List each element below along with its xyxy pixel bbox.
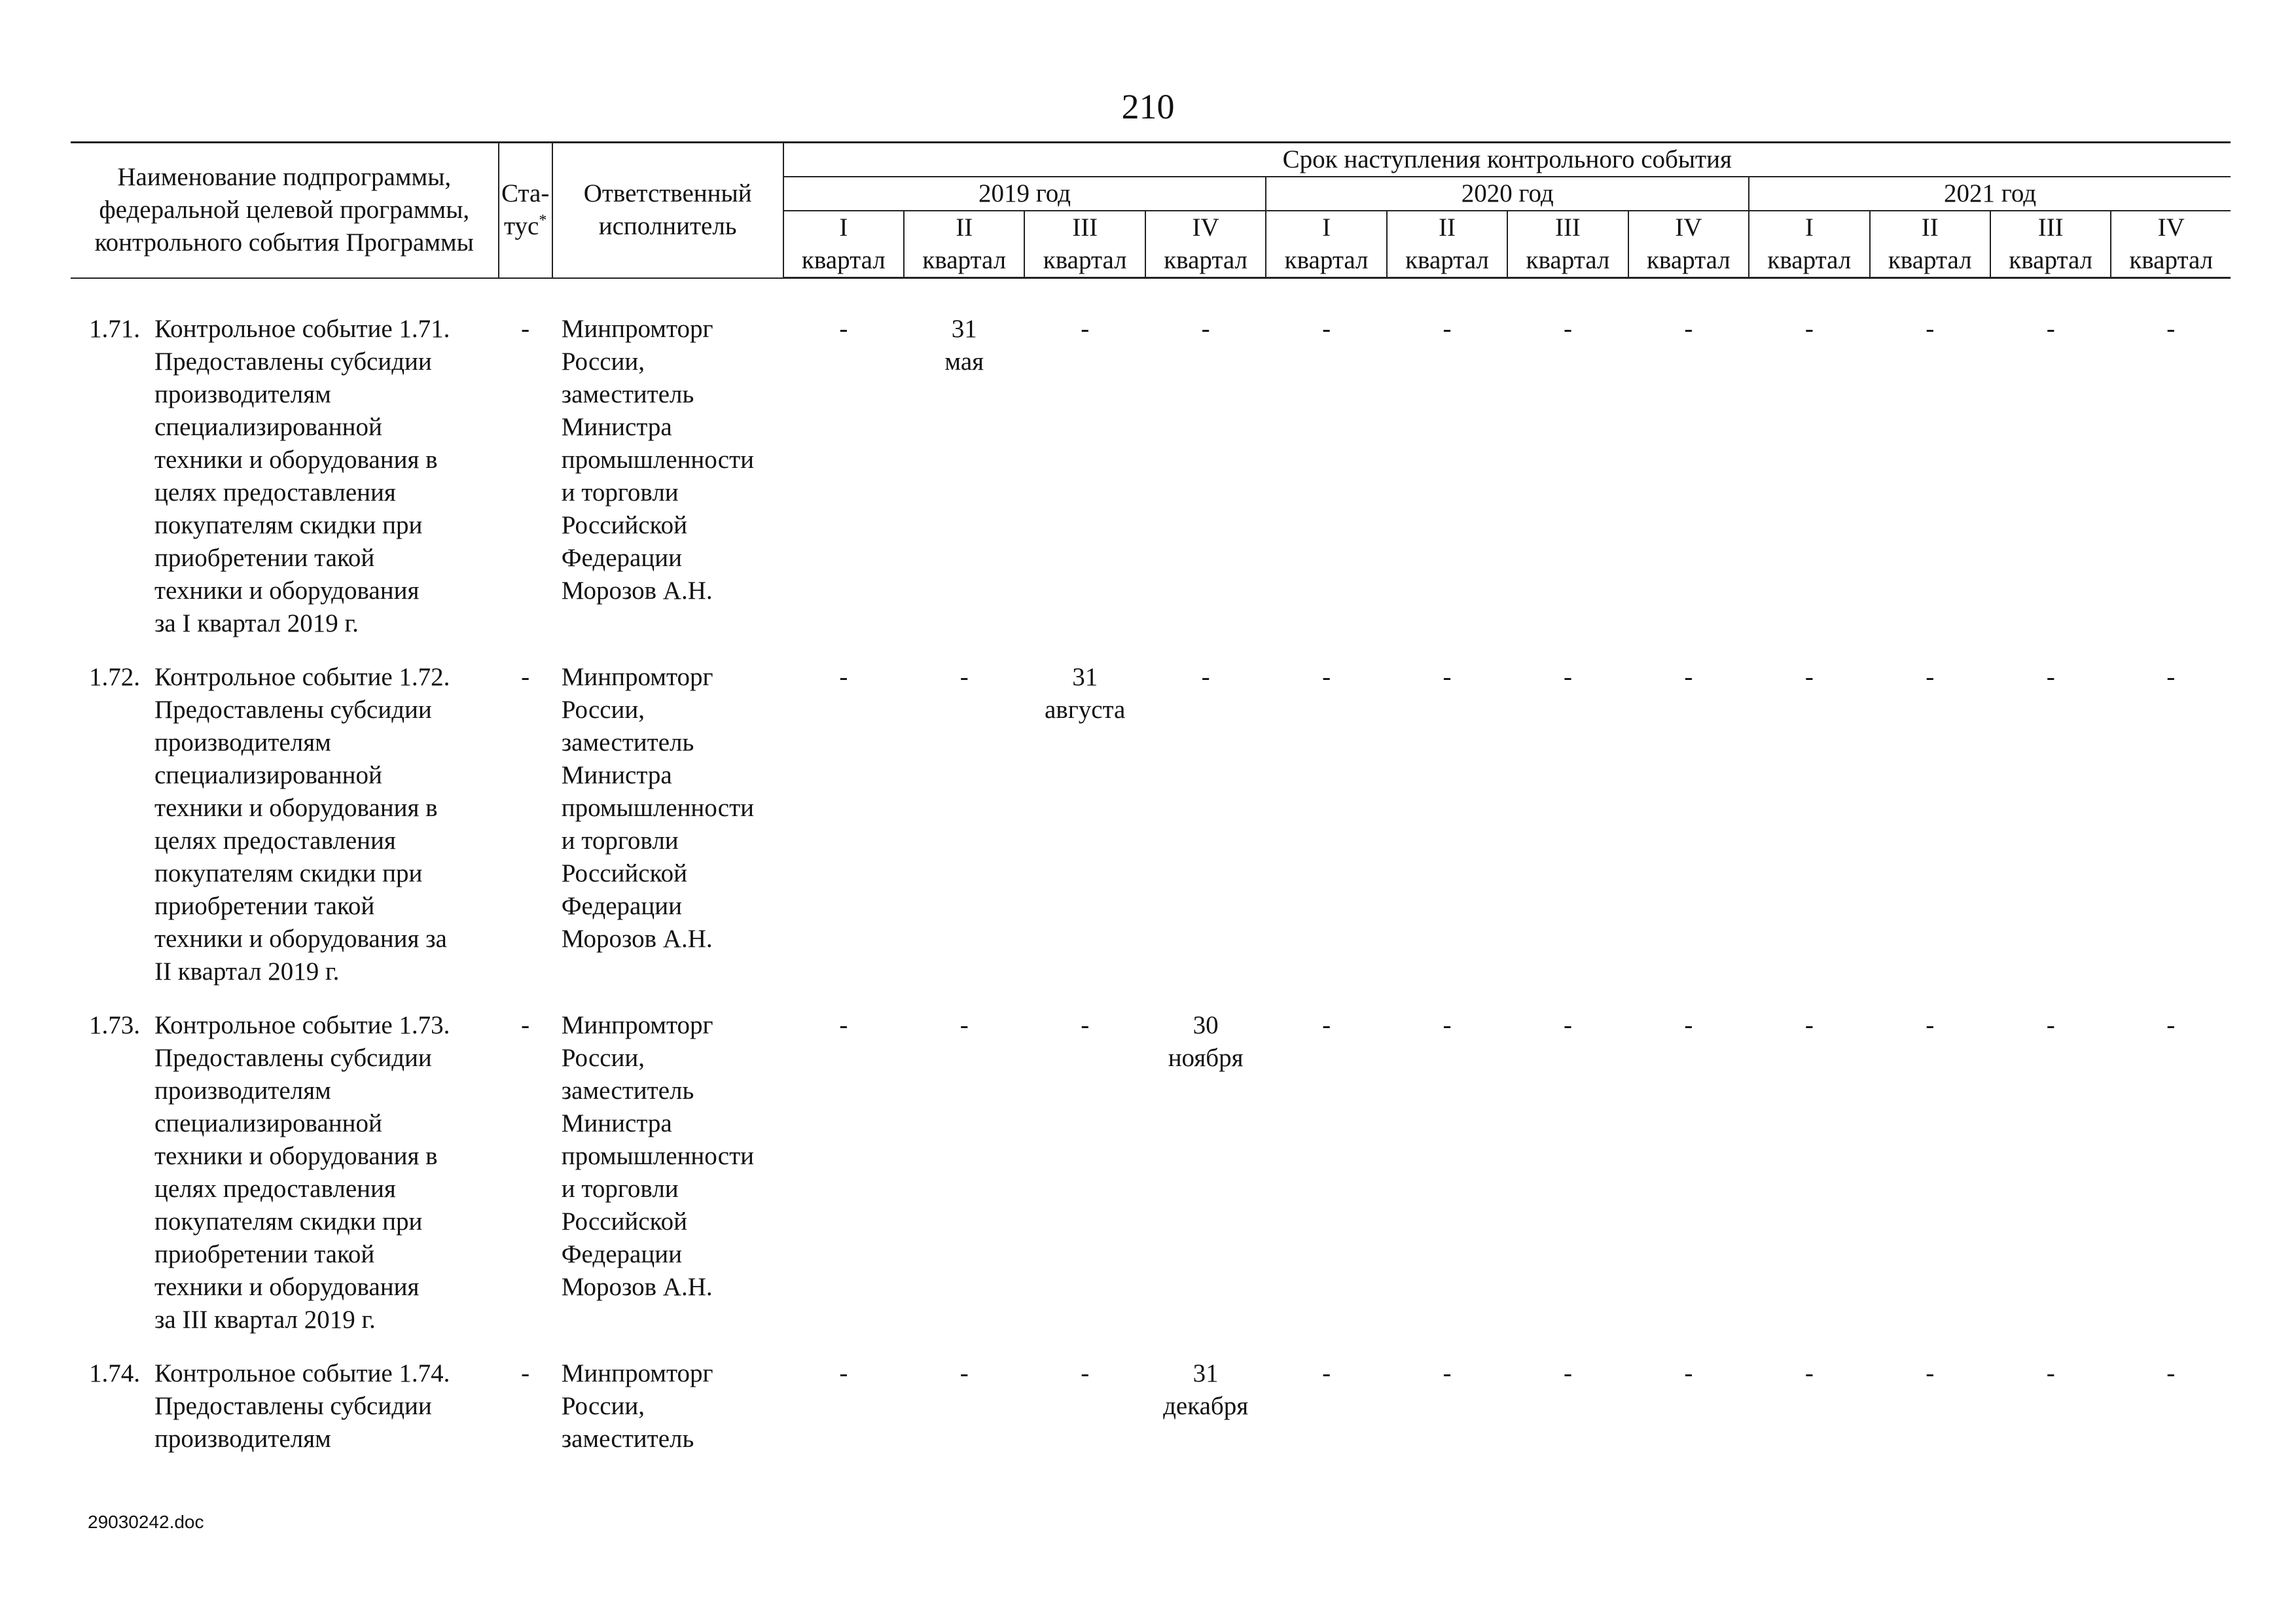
quarter-number-header: III xyxy=(1990,211,2111,244)
executor-line: заместитель xyxy=(561,1425,694,1453)
event-title-line: специализированной xyxy=(154,1109,382,1137)
event-name-cell xyxy=(71,313,499,661)
deadline-header: Срок наступления контрольного события xyxy=(783,143,2231,177)
deadline-value: - xyxy=(1081,1011,1090,1039)
quarter-deadline-cell xyxy=(1749,1357,1869,1476)
name-column-header xyxy=(71,143,499,278)
event-number: 1.71. xyxy=(89,315,140,343)
quarter-deadline-cell xyxy=(1507,313,1628,661)
event-row xyxy=(71,661,2231,1009)
quarter-number-header: II xyxy=(1387,211,1507,244)
event-title-line: Контрольное событие 1.71. xyxy=(154,315,450,343)
executor-line: заместитель xyxy=(561,1077,694,1105)
event-status: - xyxy=(521,1011,530,1039)
event-number: 1.72. xyxy=(89,663,140,691)
executor-line: Федерации xyxy=(561,1240,682,1268)
name-header-line: Наименование подпрограммы, xyxy=(117,163,452,192)
quarter-number-header: IV xyxy=(1628,211,1749,244)
event-title-line: покупателям скидки при xyxy=(154,859,423,887)
deadline-value: - xyxy=(1684,1011,1693,1039)
quarter-deadline-cell xyxy=(2111,1009,2231,1357)
deadline-value: 31 xyxy=(1193,1359,1219,1387)
quarter-deadline-cell xyxy=(904,1357,1024,1476)
deadline-value: - xyxy=(1322,1011,1331,1039)
quarter-number-header: II xyxy=(1870,211,1990,244)
quarter-deadline-cell xyxy=(1628,1009,1749,1357)
quarter-number-header: III xyxy=(1507,211,1628,244)
event-title-line: производителям xyxy=(154,728,331,757)
event-status: - xyxy=(521,663,530,691)
deadline-value: 30 xyxy=(1193,1011,1219,1039)
table-header xyxy=(71,143,2231,278)
quarter-deadline-cell xyxy=(904,313,1024,661)
quarter-deadline-cell xyxy=(1266,1009,1386,1357)
deadline-value: - xyxy=(1081,1359,1090,1387)
executor-line: и торговли xyxy=(561,478,679,507)
deadline-value: - xyxy=(1322,315,1331,343)
quarter-word-header: квартал xyxy=(1990,244,2111,278)
deadline-value: - xyxy=(1563,1011,1572,1039)
quarter-number-header: I xyxy=(1749,211,1869,244)
deadline-value: - xyxy=(1201,663,1210,691)
executor-line: России, xyxy=(561,1044,645,1072)
event-title-line: специализированной xyxy=(154,413,382,441)
event-title-line: Предоставлены субсидии xyxy=(154,1392,432,1420)
quarter-deadline-cell xyxy=(1024,661,1145,1009)
deadline-value: - xyxy=(1563,1359,1572,1387)
quarter-deadline-cell xyxy=(1990,1009,2111,1357)
quarter-deadline-cell xyxy=(1024,1009,1145,1357)
event-title-line: покупателям скидки при xyxy=(154,511,423,539)
page-number: 210 xyxy=(1121,87,1175,126)
deadline-value: - xyxy=(1926,663,1935,691)
event-title-line: целях предоставления xyxy=(154,827,396,855)
deadline-value: - xyxy=(839,663,848,691)
event-title-line: специализированной xyxy=(154,761,382,789)
event-status: - xyxy=(521,315,530,343)
executor-line: России, xyxy=(561,348,645,376)
quarter-deadline-cell xyxy=(1145,313,1266,661)
event-name-cell xyxy=(71,661,499,1009)
deadline-value: - xyxy=(2166,315,2176,343)
quarter-word-header: квартал xyxy=(1266,244,1386,278)
executor-line: и торговли xyxy=(561,827,679,855)
quarter-deadline-cell xyxy=(783,313,904,661)
executor-line: Минпромторг xyxy=(561,1011,713,1039)
event-status: - xyxy=(521,1359,530,1387)
event-name-cell xyxy=(71,1009,499,1357)
event-name-cell xyxy=(71,1357,499,1476)
quarter-word-header: квартал xyxy=(2111,244,2231,278)
quarter-deadline-cell xyxy=(1628,661,1749,1009)
deadline-value: - xyxy=(839,1359,848,1387)
deadline-value: - xyxy=(1081,315,1090,343)
quarter-word-header: квартал xyxy=(1024,244,1145,278)
executor-line: и торговли xyxy=(561,1175,679,1203)
quarter-deadline-cell xyxy=(1749,661,1869,1009)
deadline-value: - xyxy=(1926,1011,1935,1039)
quarter-deadline-cell xyxy=(783,1357,904,1476)
quarter-deadline-cell xyxy=(1145,661,1266,1009)
quarter-deadline-cell xyxy=(1990,313,2111,661)
deadline-value: - xyxy=(1804,1011,1814,1039)
deadline-value: - xyxy=(1926,315,1935,343)
quarter-deadline-cell xyxy=(1387,1357,1507,1476)
quarter-deadline-cell xyxy=(1870,313,1990,661)
status-column-header xyxy=(499,143,552,278)
executor-line: Министра xyxy=(561,761,672,789)
deadline-value: 31 xyxy=(951,315,977,343)
event-title-line: техники и оборудования xyxy=(154,577,420,605)
deadline-value: 31 xyxy=(1072,663,1098,691)
event-title-line: техники и оборудования xyxy=(154,1273,420,1301)
deadline-value: августа xyxy=(1045,696,1126,724)
quarter-number-header: IV xyxy=(2111,211,2231,244)
deadline-value: - xyxy=(1443,663,1452,691)
executor-header-line: Ответственный xyxy=(583,179,752,208)
event-title-line: техники и оборудования за xyxy=(154,925,447,953)
event-executor xyxy=(552,1009,783,1357)
quarter-word-header: квартал xyxy=(1387,244,1507,278)
quarter-word-header: квартал xyxy=(1145,244,1266,278)
deadline-value: - xyxy=(1684,315,1693,343)
event-title-line: Контрольное событие 1.74. xyxy=(154,1359,450,1387)
deadline-value: - xyxy=(1563,663,1572,691)
quarter-deadline-cell xyxy=(2111,661,2231,1009)
name-header-line: федеральной целевой программы, xyxy=(99,196,470,224)
event-title-line: Предоставлены субсидии xyxy=(154,348,432,376)
quarter-deadline-cell xyxy=(904,1009,1024,1357)
event-title xyxy=(149,1357,450,1455)
event-title-line: целях предоставления xyxy=(154,478,396,507)
quarter-deadline-cell xyxy=(1024,1357,1145,1476)
event-title-line: Предоставлены субсидии xyxy=(154,696,432,724)
quarter-number-header: II xyxy=(904,211,1024,244)
executor-line: Федерации xyxy=(561,892,682,920)
event-row xyxy=(71,1009,2231,1357)
event-title xyxy=(149,1009,450,1336)
document-file-id: 29030242.doc xyxy=(88,1512,204,1532)
deadline-value: декабря xyxy=(1163,1392,1249,1420)
deadline-value: - xyxy=(2046,315,2055,343)
event-title-line: покупателям скидки при xyxy=(154,1207,423,1236)
event-title-line: Предоставлены субсидии xyxy=(154,1044,432,1072)
quarter-deadline-cell xyxy=(1145,1009,1266,1357)
deadline-value: - xyxy=(960,1011,969,1039)
executor-line: Минпромторг xyxy=(561,1359,713,1387)
quarter-word-header: квартал xyxy=(1628,244,1749,278)
name-header-line: контрольного события Программы xyxy=(94,228,474,257)
quarter-deadline-cell xyxy=(1628,313,1749,661)
quarter-deadline-cell xyxy=(1507,661,1628,1009)
deadline-value: - xyxy=(2046,1011,2055,1039)
event-title-line: производителям xyxy=(154,1425,331,1453)
deadline-value: - xyxy=(2166,1011,2176,1039)
executor-line: Российской xyxy=(561,511,687,539)
event-title-line: за III квартал 2019 г. xyxy=(154,1306,376,1334)
deadline-value: - xyxy=(2046,1359,2055,1387)
event-executor xyxy=(552,661,783,1009)
executor-line: Федерации xyxy=(561,544,682,572)
quarter-number-header: IV xyxy=(1145,211,1266,244)
deadline-value: - xyxy=(1563,315,1572,343)
deadline-value: - xyxy=(1201,315,1210,343)
quarter-word-header: квартал xyxy=(904,244,1024,278)
quarter-number-header: III xyxy=(1024,211,1145,244)
quarter-deadline-cell xyxy=(1387,1009,1507,1357)
quarter-deadline-cell xyxy=(1507,1009,1628,1357)
quarter-number-header: I xyxy=(783,211,904,244)
quarter-deadline-cell xyxy=(1628,1357,1749,1476)
status-header-line: тус* xyxy=(503,212,547,241)
executor-line: Минпромторг xyxy=(561,663,713,691)
deadline-value: ноября xyxy=(1168,1044,1244,1072)
quarter-deadline-cell xyxy=(783,1009,904,1357)
event-title-line: Контрольное событие 1.72. xyxy=(154,663,450,691)
event-row xyxy=(71,313,2231,661)
quarter-deadline-cell xyxy=(1990,661,2111,1009)
year-header-2019: 2019 год xyxy=(783,177,1266,211)
quarter-deadline-cell xyxy=(904,661,1024,1009)
quarter-deadline-cell xyxy=(1990,1357,2111,1476)
quarter-word-header: квартал xyxy=(1870,244,1990,278)
executor-line: Министра xyxy=(561,1109,672,1137)
quarter-deadline-cell xyxy=(1870,1357,1990,1476)
deadline-value: - xyxy=(1443,1359,1452,1387)
quarter-deadline-cell xyxy=(1266,661,1386,1009)
event-title-line: приобретении такой xyxy=(154,892,375,920)
event-title-line: техники и оборудования в xyxy=(154,794,438,822)
deadline-value: - xyxy=(2166,1359,2176,1387)
executor-line: России, xyxy=(561,1392,645,1420)
deadline-value: - xyxy=(1804,663,1814,691)
executor-column-header xyxy=(552,143,783,278)
status-header-line: Ста- xyxy=(501,179,550,208)
event-title-line: приобретении такой xyxy=(154,544,375,572)
executor-header-line: исполнитель xyxy=(598,212,737,241)
quarter-deadline-cell xyxy=(783,661,904,1009)
quarter-deadline-cell xyxy=(1145,1357,1266,1476)
deadline-value: - xyxy=(1443,315,1452,343)
deadline-value: - xyxy=(2046,663,2055,691)
deadline-value: - xyxy=(839,1011,848,1039)
event-title-line: техники и оборудования в xyxy=(154,1142,438,1170)
quarter-number-header: I xyxy=(1266,211,1386,244)
executor-line: Российской xyxy=(561,859,687,887)
deadline-value: - xyxy=(1684,663,1693,691)
quarter-deadline-cell xyxy=(1387,661,1507,1009)
deadline-value: - xyxy=(960,663,969,691)
quarter-deadline-cell xyxy=(1870,1009,1990,1357)
event-title-line: производителям xyxy=(154,1077,331,1105)
quarter-deadline-cell xyxy=(1024,313,1145,661)
event-title-line: техники и оборудования в xyxy=(154,446,438,474)
executor-line: заместитель xyxy=(561,380,694,408)
deadline-value: - xyxy=(839,315,848,343)
deadline-value: - xyxy=(1804,1359,1814,1387)
deadline-value: - xyxy=(1322,1359,1331,1387)
executor-line: Морозов А.Н. xyxy=(561,1273,713,1301)
quarter-deadline-cell xyxy=(1870,661,1990,1009)
quarter-deadline-cell xyxy=(1507,1357,1628,1476)
event-title-line: целях предоставления xyxy=(154,1175,396,1203)
deadline-value: - xyxy=(1443,1011,1452,1039)
executor-line: Морозов А.Н. xyxy=(561,577,713,605)
quarter-deadline-cell xyxy=(2111,313,2231,661)
quarter-deadline-cell xyxy=(1266,1357,1386,1476)
executor-line: России, xyxy=(561,696,645,724)
executor-line: заместитель xyxy=(561,728,694,757)
quarter-word-header: квартал xyxy=(1749,244,1869,278)
event-number: 1.73. xyxy=(89,1011,140,1039)
executor-line: промышленности xyxy=(561,794,755,822)
event-number: 1.74. xyxy=(89,1359,140,1387)
deadline-value: - xyxy=(960,1359,969,1387)
deadline-value: мая xyxy=(944,348,984,376)
deadline-value: - xyxy=(1684,1359,1693,1387)
quarter-deadline-cell xyxy=(1266,313,1386,661)
event-title-line: производителям xyxy=(154,380,331,408)
status-footnote-mark: * xyxy=(539,212,547,230)
event-title-line: за I квартал 2019 г. xyxy=(154,609,359,637)
quarter-deadline-cell xyxy=(1749,313,1869,661)
deadline-value: - xyxy=(1926,1359,1935,1387)
quarter-deadline-cell xyxy=(1749,1009,1869,1357)
executor-line: промышленности xyxy=(561,1142,755,1170)
executor-line: промышленности xyxy=(561,446,755,474)
event-title-line: Контрольное событие 1.73. xyxy=(154,1011,450,1039)
quarter-word-header: квартал xyxy=(783,244,904,278)
control-events-table xyxy=(71,141,2231,1476)
executor-line: Морозов А.Н. xyxy=(561,925,713,953)
quarter-word-header: квартал xyxy=(1507,244,1628,278)
year-header-2021: 2021 год xyxy=(1749,177,2231,211)
quarter-deadline-cell xyxy=(2111,1357,2231,1476)
event-executor xyxy=(552,313,783,661)
executor-line: Минпромторг xyxy=(561,315,713,343)
event-executor xyxy=(552,1357,783,1476)
executor-line: Министра xyxy=(561,413,672,441)
deadline-value: - xyxy=(1804,315,1814,343)
event-title xyxy=(149,313,450,640)
deadline-value: - xyxy=(2166,663,2176,691)
event-title-line: II квартал 2019 г. xyxy=(154,957,340,986)
executor-line: Российской xyxy=(561,1207,687,1236)
event-title xyxy=(149,661,450,988)
event-title-line: приобретении такой xyxy=(154,1240,375,1268)
quarter-deadline-cell xyxy=(1387,313,1507,661)
year-header-2020: 2020 год xyxy=(1266,177,1749,211)
deadline-value: - xyxy=(1322,663,1331,691)
event-row xyxy=(71,1357,2231,1476)
